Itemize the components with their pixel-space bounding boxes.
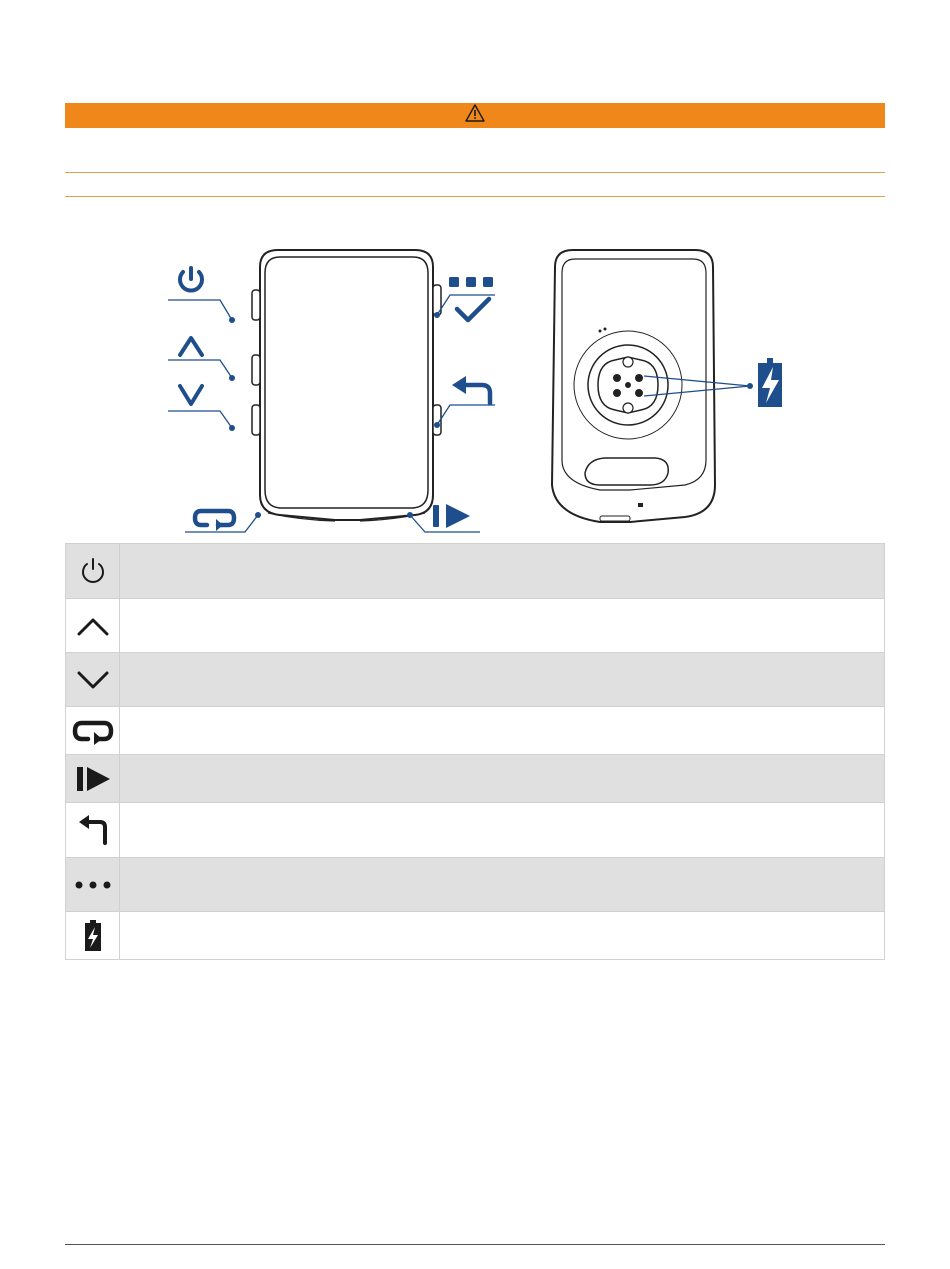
- table-row: [66, 912, 885, 960]
- callout-power: [168, 268, 235, 323]
- callout-menu-confirm: [434, 277, 495, 320]
- icon-cell: [66, 858, 120, 912]
- warning-bar: [65, 103, 885, 128]
- icon-cell: [66, 803, 120, 858]
- table-row: [66, 755, 885, 803]
- description-cell: [120, 544, 885, 599]
- device-figure: [160, 245, 800, 540]
- footer-rule: [65, 1244, 885, 1245]
- icon-cell: [66, 755, 120, 803]
- callout-down: [168, 386, 235, 431]
- charging-port-icon: [758, 358, 782, 407]
- lap-icon: [195, 511, 234, 531]
- down-arrow-icon: [180, 386, 202, 404]
- icon-cell: [66, 544, 120, 599]
- table-row: [66, 599, 885, 653]
- section-rule-top: [65, 172, 885, 173]
- description-cell: [120, 912, 885, 960]
- lap-icon: [71, 717, 115, 745]
- description-cell: [120, 707, 885, 755]
- icon-cell: [66, 707, 120, 755]
- device-front: [252, 250, 441, 521]
- icon-cell: [66, 653, 120, 707]
- icon-cell: [66, 912, 120, 960]
- callout-up: [168, 338, 235, 381]
- description-cell: [120, 653, 885, 707]
- start-stop-icon: [433, 504, 470, 528]
- back-icon: [76, 813, 110, 847]
- table-row: [66, 858, 885, 912]
- section-rule-bottom: [65, 196, 885, 197]
- description-cell: [120, 599, 885, 653]
- table-row: [66, 803, 885, 858]
- description-cell: [120, 858, 885, 912]
- description-cell: [120, 755, 885, 803]
- up-arrow-icon: [75, 614, 111, 638]
- description-cell: [120, 803, 885, 858]
- down-arrow-icon: [75, 668, 111, 692]
- device-back: [552, 250, 715, 522]
- power-icon: [180, 268, 202, 291]
- callout-back: [434, 376, 495, 428]
- warning-triangle-icon: [465, 104, 485, 127]
- table-row: [66, 653, 885, 707]
- table-row: [66, 707, 885, 755]
- callout-lap: [185, 511, 261, 532]
- table-row: [66, 544, 885, 599]
- start-stop-icon: [73, 765, 113, 793]
- icon-cell: [66, 599, 120, 653]
- menu-icon: [449, 277, 493, 287]
- power-icon: [78, 556, 108, 586]
- back-icon: [452, 376, 490, 403]
- button-key-table: [65, 543, 885, 960]
- menu-icon: [73, 879, 113, 891]
- charging-port-icon: [83, 919, 103, 953]
- up-arrow-icon: [180, 338, 202, 355]
- checkmark-icon: [457, 299, 489, 320]
